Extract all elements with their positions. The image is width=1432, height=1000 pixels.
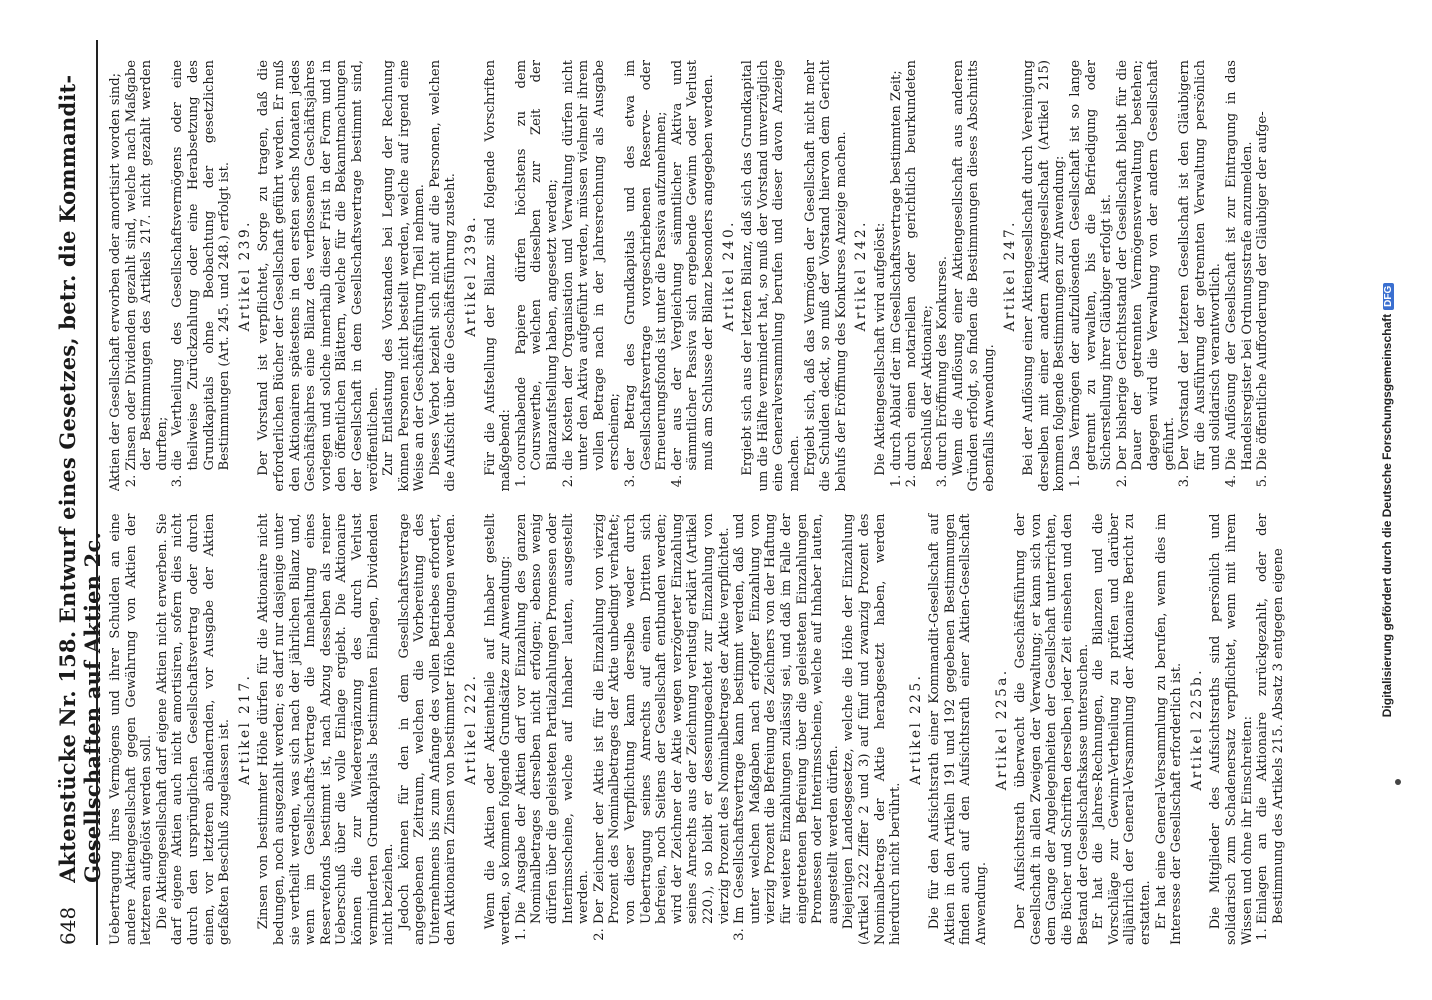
paragraph: Bei der Auflösung einer Aktiengesellschaft durch Vereinigung derselben mit einer andern Aktiengesellschaft (Artikel 215) kommen folgende Bestimmungen zur Anwendung:	[1021, 60, 1068, 492]
article-heading: Artikel 239a.	[463, 214, 480, 337]
paragraph: Die Aktiengesellschaft darf eigene Aktien nicht erwerben. Sie darf eigene Aktien auch nicht amortisiren, sofern dies nicht durch den ursprünglichen Gesellschaftsvertrag oder durch einen, vor letzteren abändernden, vor Ausgabe der Aktien gefaßten Beschluß zugelassen ist.	[154, 513, 233, 945]
article-heading: Artikel 225.	[907, 673, 924, 785]
paragraph: Die Aktiengesellschaft wird aufgelöst:	[872, 222, 888, 476]
list-item: 1. Das Vermögen der aufzulösenden Gesellschaft ist so lange getrennt zu verwalten, bis die Befriedigung oder Sicherstellung ihrer Gläubiger erfolgt ist.	[1068, 60, 1115, 471]
list-item: 2. die Kosten der Organisation und Verwaltung dürfen nicht unter den Aktiva aufgeführt werden, müssen vielmehr ihrem vollen Betrage nach in der Jahresrechnung als Ausgabe erscheinen;	[561, 60, 623, 471]
list-item: 4. Die Auflösung der Gesellschaft ist zur Eintragung in das Handelsregister bei Ordnungsstrafe anzumelden.	[1224, 60, 1255, 471]
paragraph: Er hat eine General-Versammlung zu berufen, wenn dies im Interesse der Gesellschaft erforderlich ist.	[1153, 513, 1185, 945]
article-heading: Artikel 242.	[853, 220, 870, 332]
paragraph: Der Aufsichtsrath überwacht die Geschäftsführung der Gesellschaft in allen Zweigen der Verwaltung; er kann sich von dem Gange der Angelegenheiten der Gesellschaft unterrichten, die Bücher und Schriften derselben jeder Zeit einsehen und den Bestand der Gesellschaftskasse untersuchen.	[1013, 513, 1091, 945]
paragraph: Diejenigen Landesgesetze, welche die Höhe der Einzahlung (Artikel 222 Ziffer 2 und 3) auf fünf und zwanzig Prozent des Nominalbetrags der Aktie herabgesetzt haben, werden hierdurch nicht berührt.	[841, 513, 904, 945]
numbered-list	[889, 60, 951, 492]
paragraph: Ergiebt sich aus der letzten Bilanz, daß sich das Grundkapital um die Hälfte vermindert hat, so muß der Vorstand unverzüglich eine Generalversammlung berufen und dieser davon Anzeige machen.	[740, 60, 802, 492]
right-column	[108, 60, 1322, 492]
article-heading: Artikel 225b.	[1188, 667, 1205, 791]
article-heading: Artikel 217.	[236, 673, 253, 785]
dfg-badge: DFG	[1383, 283, 1394, 310]
list-item: 3. durch Eröffnung des Konkurses.	[935, 60, 951, 471]
list-item: 3. der Betrag des Grundkapitals und des etwa im Gesellschaftsvertrage vorgeschriebenen Reserve- oder Erneuerungsfonds ist unter die Passiva aufzunehmen;	[623, 60, 670, 471]
paragraph: Er hat die Jahres-Rechnungen, die Bilanzen und die Vorschläge zur Gewinn-Vertheilung zu prüfen und darüber alljährlich der General-Versammlung der Aktionaire Bericht zu erstatten.	[1091, 513, 1153, 945]
article-heading: Artikel 222.	[463, 673, 480, 785]
list-item: 1. Einlagen an die Aktionaire zurückgezahlt, oder der Bestimmung des Artikels 215. Absatz 3 entgegen eigene	[1255, 514, 1286, 925]
paragraph: Jedoch können für den in dem Gesellschaftsvertrage angegebenen Zeitraum, welchen die Vorbereitung des Unternehmens bis zum Anfange des vollen Betriebes erfordert, den Aktionairen Zinsen von bestimmter Höhe bedungen werden.	[396, 513, 459, 945]
list-item: 2. Der Zeichner der Aktie ist für die Einzahlung von vierzig Prozent des Nominalbetrages der Aktie unbedingt verhaftet; von dieser Verpflichtung kann derselbe weder durch Uebertragung seines Anrechts auf einen Dritten sich befreien, noch Seitens der Gesellschaft entbunden werden; wird der Zeichner der Aktie wegen verzögerter Einzahlung seines Anrechts aus der Zeichnung verlustig erklärt (Artikel 220.), so bleibt er dessenungeachtet zur Einzahlung von vierzig Prozent des Nominalbetrages der Aktie verpflichtet.	[592, 514, 732, 925]
paragraph: Uebertragung ihres Vermögens und ihrer Schulden an eine andere Aktiengesellschaft gegen Gewährung von Aktien der letzteren aufgelöst werden soll.	[108, 513, 155, 945]
paragraph: Zinsen von bestimmter Höhe dürfen für die Aktionaire nicht bedungen, noch ausgezahlt werden; es darf nur dasjenige unter sie vertheilt werden, was sich nach der jährlichen Bilanz und, wenn im Gesellschafts-Vertrage die Innehaltung eines Reservefonds bestimmt ist, nach Abzug desselben als reiner Ueberschuß über die volle Einlage ergiebt. Die Aktionaire können die zur Wiederergänzung des durch Verlust verminderten Grundkapitals bestimmten Einlagen, Dividenden nicht beziehen.	[256, 513, 397, 945]
list-item: 5. Die öffentliche Aufforderung der Gläubiger der aufge-	[1255, 60, 1271, 471]
list-item: 1. courshabende Papiere dürfen höchstens zu dem Courswerthe, welchen dieselben zur Zeit der Bilanzaufstellung haben, angesetzt werden;	[514, 60, 561, 471]
article-heading: Artikel 239.	[236, 220, 253, 332]
paragraph: Dieses Verbot bezieht sich nicht auf die Personen, welchen die Aufsicht über die Geschäftsführung zusteht.	[427, 60, 459, 492]
list-item: 3. Der Vorstand der letzteren Gesellschaft ist den Gläubigern für die Ausführung der getrennten Verwaltung persönlich und solidarisch verantwortlich.	[1177, 60, 1224, 471]
numbered-list	[1255, 514, 1286, 946]
numbered-list	[124, 60, 233, 492]
paragraph: Die für den Aufsichtsrath einer Kommandit-Gesellschaft auf Aktien in den Artikeln 191 und 192 gegebenen Bestimmungen finden auch auf den Aufsichtsrath einer Aktien-Gesellschaft Anwendung.	[927, 513, 990, 945]
numbered-list	[1068, 60, 1271, 492]
page-number: 648	[56, 906, 80, 945]
scan-speck	[1395, 779, 1401, 785]
left-column	[108, 514, 1322, 946]
article-heading: Artikel 225a.	[993, 668, 1010, 791]
list-item: 1. durch Ablauf der im Gesellschaftsvertrage bestimmten Zeit;	[889, 60, 905, 471]
digitization-credit	[1380, 0, 1394, 1000]
running-title: Aktenstücke Nr. 158. Entwurf eines Gesetzes, betr. die Kommandit-Gesellschaften auf Aktien 2c.	[55, 74, 105, 883]
paragraph: Aktien der Gesellschaft erworben oder amortisirt worden sind;	[108, 73, 123, 492]
list-item: 4. der aus der Vergleichung sämmtlicher Aktiva und sämmtlicher Passiva sich ergebende Gewinn oder Verlust muß am Schlusse der Bilanz besonders angegeben werden.	[670, 60, 717, 471]
list-item: 2. durch einen notariellen oder gerichtlich beurkundeten Beschluß der Aktionaire;	[904, 60, 935, 471]
paragraph: Wenn die Auflösung einer Aktiengesellschaft aus anderen Gründen erfolgt, so finden die Bestimmungen dieses Abschnitts ebenfalls Anwendung.	[950, 60, 998, 492]
article-heading: Artikel 247.	[1001, 220, 1018, 332]
paragraph: Wenn die Aktien oder Aktientheile auf Inhaber gestellt werden, so kommen folgende Grundsätze zur Anwendung:	[482, 513, 514, 945]
running-header	[55, 40, 105, 945]
list-item: 3. Im Gesellschaftsvertrage kann bestimmt werden, daß und unter welchen Maßgaben nach erfolgter Einzahlung von vierzig Prozent die Befreiung des Zeichners von der Haftung für weitere Einzahlungen zulässig sei, und daß im Falle der eingetretenen Befreiung über die geleisteten Einzahlungen Promessen oder Interimsscheine, welche auf Inhaber lauten, ausgestellt werden dürfen.	[732, 514, 841, 925]
text-columns	[108, 60, 1322, 945]
list-item: 2. Der bisherige Gerichtsstand der Gesellschaft bleibt für die Dauer der getrennten Vermögensverwaltung bestehen; dagegen wird die Verwaltung von der andern Gesellschaft geführt.	[1115, 60, 1177, 471]
list-item: 2. Zinsen oder Dividenden gezahlt sind, welche nach Maßgabe der Bestimmungen des Artikels 217. nicht gezahlt werden durften;	[124, 60, 171, 471]
header-rule	[96, 40, 98, 945]
paragraph: Für die Aufstellung der Bilanz sind folgende Vorschriften maßgebend:	[482, 60, 514, 492]
list-item: 1. Die Ausgabe der Aktien darf vor Einzahlung des ganzen Nominalbetrages derselben nicht erfolgen; ebenso wenig dürfen über die geleisteten Partialzahlungen Promessen oder Interimsscheine, welche auf Inhaber lauten, ausgestellt werden.	[514, 514, 592, 925]
list-item: 3. die Vertheilung des Gesellschaftsvermögens oder eine theilweise Zurückzahlung oder eine Herabsetzung des Grundkapitals ohne Beobachtung der gesetzlichen Bestimmungen (Art. 245. und 248.) erfolgt ist.	[170, 60, 232, 471]
paragraph: Der Vorstand ist verpflichtet, Sorge zu tragen, daß die erforderlichen Bücher der Gesellschaft geführt werden. Er muß den Aktionairen spätestens in den ersten sechs Monaten jedes Geschäftsjahres eine Bilanz des verflossenen Geschäftsjahres vorlegen und solche innerhalb dieser Frist in der Form und in den öffentlichen Blättern, welche für die Bekanntmachungen der Gesellschaft in dem Gesellschaftsvertrage bestimmt sind, veröffentlichen.	[256, 60, 381, 492]
numbered-list	[514, 514, 841, 946]
credit-text: Digitalisierung gefördert durch die Deutsche Forschungsgemeinschaft	[1380, 313, 1394, 718]
paragraph: Ergiebt sich, daß das Vermögen der Gesellschaft nicht mehr die Schulden deckt, so muß der Vorstand hiervon dem Gericht behufs der Eröffnung des Konkurses Anzeige machen.	[802, 60, 849, 492]
paragraph: Zur Entlastung des Vorstandes bei Legung der Rechnung können Personen nicht bestellt werden, welche auf irgend eine Weise an der Geschäftsführung Theil nehmen.	[381, 60, 428, 492]
article-heading: Artikel 240.	[720, 220, 737, 332]
numbered-list	[514, 60, 717, 492]
paragraph: Die Mitglieder des Aufsichtsraths sind persönlich und solidarisch zum Schadenersatz verpflichtet, wenn mit ihrem Wissen und ohne ihr Einschreiten:	[1208, 513, 1255, 945]
